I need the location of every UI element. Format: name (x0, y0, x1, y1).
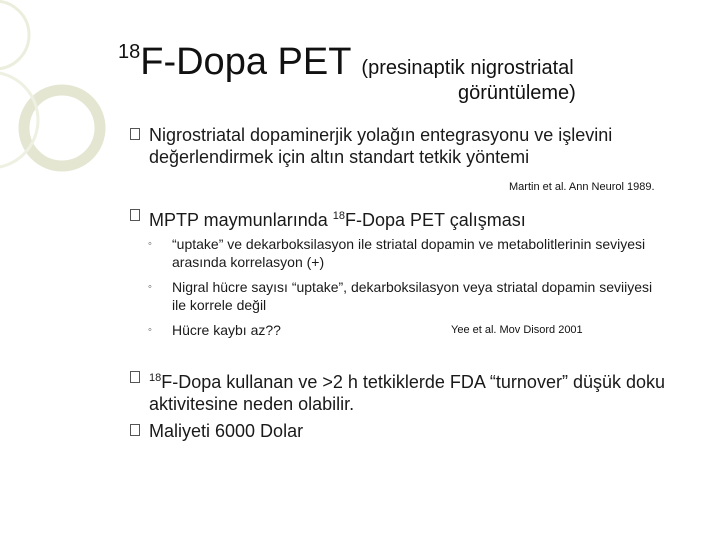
bullet-gold-standard (130, 124, 690, 168)
sub-bullet-text: “uptake” ve dekarboksilasyon ile striatal dopamin ve metabolitlerinin seviyesi arasında korrelasyon (+) (172, 236, 646, 270)
slide-title (118, 32, 574, 88)
circle-bullet-icon: ◦ (148, 324, 152, 336)
circle-bullet-icon: ◦ (148, 281, 152, 293)
checkbox-bullet-icon (130, 128, 140, 140)
sub-bullet-text: Nigral hücre sayısı “uptake”, dekarboksilasyon veya striatal dopamin seviiyesi ile korrele değil (172, 279, 653, 313)
title-subtitle-line2: görüntüleme) (458, 82, 576, 104)
title-main: F-Dopa PET (140, 41, 352, 83)
decorative-circles (0, 0, 120, 200)
bullet-fda-turnover (130, 367, 690, 415)
sub-bullet-correlation (148, 235, 668, 271)
title-isotope: 18 (118, 41, 141, 63)
circle-bullet-icon: ◦ (148, 238, 152, 250)
checkbox-bullet-icon (130, 371, 140, 383)
bullet-mptp (130, 205, 690, 231)
sub-bullet-cell-loss (148, 321, 668, 339)
citation-yee: Yee et al. Mov Disord 2001 (451, 324, 583, 336)
checkbox-bullet-icon (130, 209, 140, 221)
bullet-cost (130, 420, 690, 442)
bullet-text: Nigrostriatal dopaminerjik yolağın entegrasyonu ve işlevini değerlendirmek için altın standart tetkik yöntemi (149, 125, 613, 167)
bullet-isotope: 18 (149, 372, 162, 384)
checkbox-bullet-icon (130, 424, 140, 436)
bullet-text: F-Dopa kullanan ve >2 h tetkiklerde FDA “turnover” düşük doku aktivitesine neden olabilir. (149, 372, 666, 414)
sub-bullet-text: Hücre kaybı az?? (172, 322, 281, 338)
sub-bullet-nigral (148, 278, 668, 314)
bullet-text: MPTP maymunlarında (149, 210, 333, 230)
title-subtitle-line1: (presinaptik nigrostriatal (361, 57, 574, 79)
bullet-isotope: 18 (332, 210, 345, 222)
bullet-text-rest: F-Dopa PET çalışması (345, 210, 526, 230)
citation-martin: Martin et al. Ann Neurol 1989. (509, 181, 655, 193)
bullet-text: Maliyeti 6000 Dolar (149, 421, 304, 441)
